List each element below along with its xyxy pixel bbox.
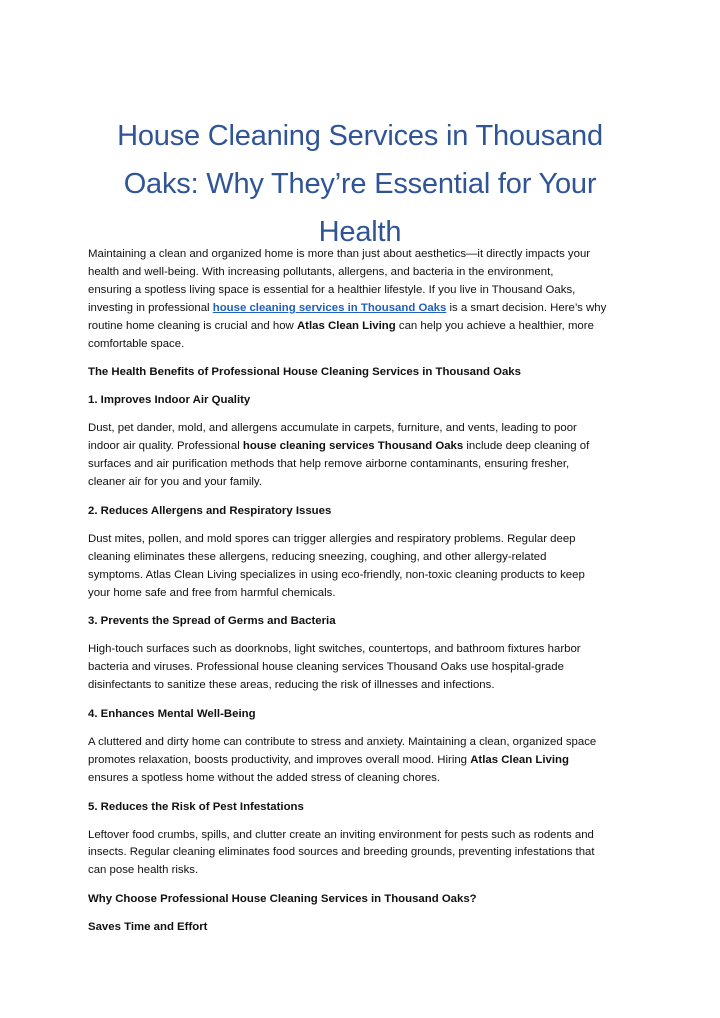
title-line: Oaks: Why They’re Essential for Your (123, 168, 597, 200)
text-fragment: investing in professional (88, 301, 213, 314)
section-heading: The Health Benefits of Professional House Cleaning Services in Thousand Oaks (88, 366, 521, 379)
text-line (88, 320, 594, 332)
text-fragment: promotes relaxation, boosts productivity, and improves overall mood. Hiring (88, 753, 471, 766)
text-fragment: routine home cleaning is crucial and how (88, 319, 297, 332)
benefit-paragraph-2 (88, 531, 648, 603)
text-line: cleaner air for you and your family. (88, 475, 262, 488)
text-fragment: is a smart decision. Here’s why (446, 301, 607, 314)
benefit-paragraph-4 (88, 734, 648, 788)
benefit-heading-1: 1. Improves Indoor Air Quality (88, 394, 251, 407)
text-line: disinfectants to sanitize these areas, reducing the risk of illnesses and infections. (88, 679, 495, 692)
text-line: can pose health risks. (88, 864, 199, 877)
text-line (88, 302, 606, 314)
text-line: insects. Regular cleaning eliminates food sources and breeding grounds, preventing infestations that (88, 846, 595, 859)
text-line: ensures a spotless home without the added stress of cleaning chores. (88, 771, 441, 784)
house-cleaning-link[interactable]: house cleaning services in Thousand Oaks (212, 301, 447, 314)
bold-keyword: house cleaning services Thousand Oaks (242, 440, 464, 453)
text-fragment: include deep cleaning of (463, 440, 590, 453)
text-fragment: can help you achieve a healthier, more (395, 319, 594, 332)
benefit-paragraph-5 (88, 827, 648, 881)
text-line: bacteria and viruses. Professional house cleaning services Thousand Oaks use hospital-grade (88, 661, 564, 674)
text-line: A cluttered and dirty home can contribute to stress and anxiety. Maintaining a clean, organized space (88, 735, 597, 748)
benefit-heading-3: 3. Prevents the Spread of Germs and Bacteria (88, 615, 336, 628)
text-line: Leftover food crumbs, spills, and clutter create an inviting environment for pests such as rodents and (88, 828, 594, 841)
benefit-heading-5: 5. Reduces the Risk of Pest Infestations (88, 800, 304, 813)
text-line: your home safe and free from harmful chemicals. (88, 586, 336, 599)
intro-paragraph (88, 246, 648, 353)
text-line: cleaning eliminates these allergens, reducing sneezing, coughing, and other allergy-related (88, 550, 547, 563)
saves-time-heading: Saves Time and Effort (88, 921, 208, 934)
title-line: Health (318, 216, 402, 248)
text-line: Maintaining a clean and organized home is more than just about aesthetics—it directly impacts your (88, 248, 591, 260)
brand-name: Atlas Clean Living (296, 319, 396, 332)
text-line: health and well-being. With increasing pollutants, allergens, and bacteria in the environment, (88, 265, 554, 278)
text-line: Dust, pet dander, mold, and allergens accumulate in carpets, furniture, and vents, leading to poor (88, 422, 577, 435)
benefit-paragraph-3 (88, 641, 648, 695)
text-line: symptoms. Atlas Clean Living specializes in using eco-friendly, non-toxic cleaning products to keep (88, 568, 585, 581)
text-line: High-touch surfaces such as doorknobs, light switches, countertops, and bathroom fixtures harbor (88, 643, 581, 656)
text-line (88, 440, 589, 452)
text-line: ensuring a spotless living space is essential for a healthier lifestyle. If you live in Thousand Oaks, (88, 283, 576, 296)
benefit-paragraph-1 (88, 420, 648, 492)
text-line: comfortable space. (88, 337, 185, 350)
why-choose-heading: Why Choose Professional House Cleaning Services in Thousand Oaks? (88, 893, 477, 906)
text-line (88, 754, 569, 766)
text-line: surfaces and air purification methods that help remove airborne contaminants, ensuring fresher, (88, 458, 570, 471)
page-title (60, 112, 660, 256)
document-body (88, 246, 648, 947)
brand-name: Atlas Clean Living (470, 753, 569, 766)
title-line: House Cleaning Services in Thousand (117, 120, 603, 152)
benefit-heading-4: 4. Enhances Mental Well-Being (88, 708, 256, 721)
text-line: Dust mites, pollen, and mold spores can trigger allergies and respiratory problems. Regular deep (88, 532, 576, 545)
benefit-heading-2: 2. Reduces Allergens and Respiratory Issues (88, 504, 332, 517)
text-fragment: indoor air quality. Professional (88, 440, 243, 453)
